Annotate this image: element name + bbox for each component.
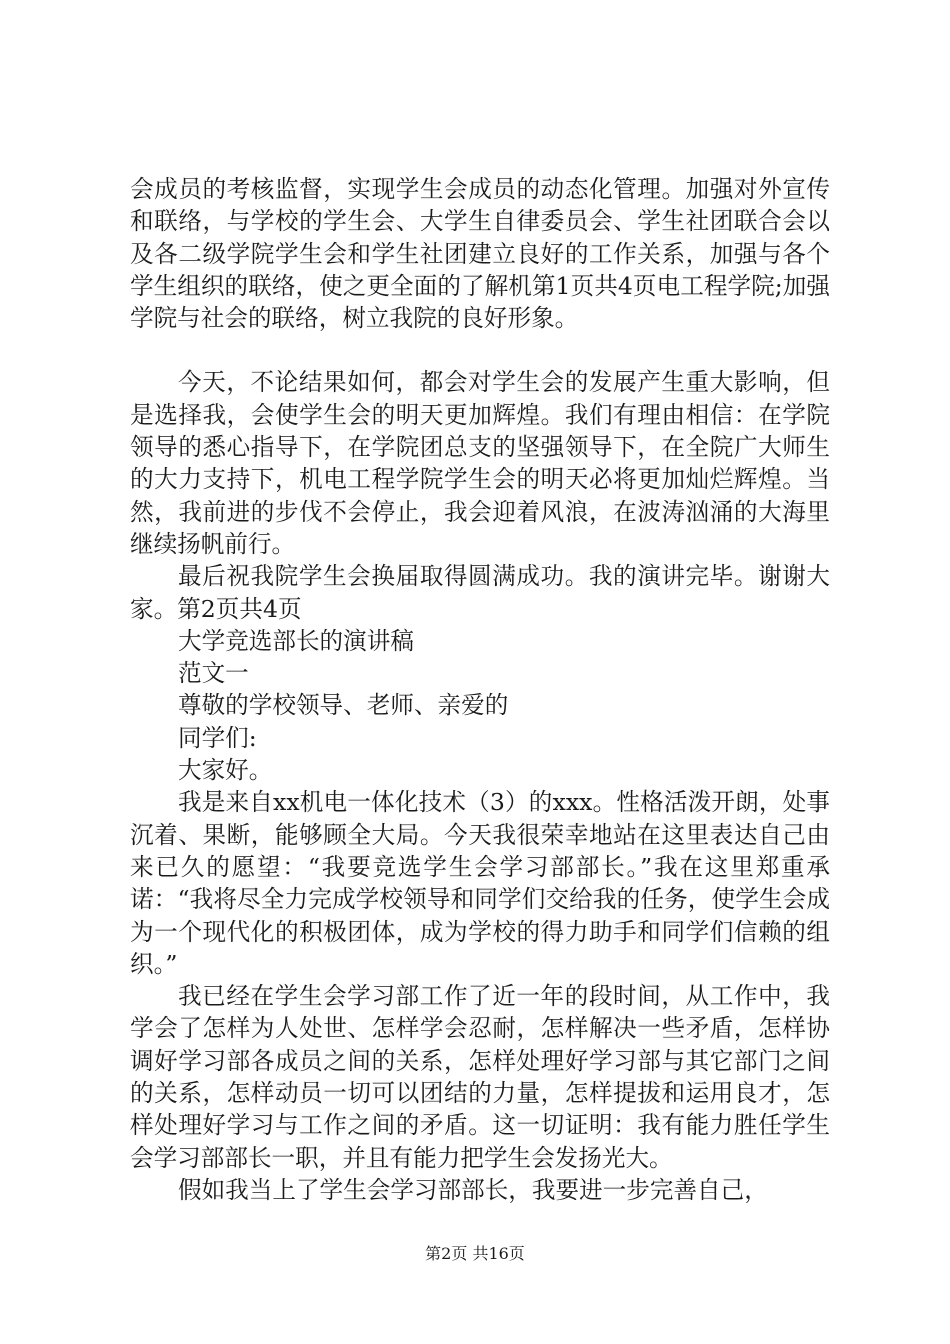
salutation-line-1: 尊敬的学校领导、老师、亲爱的: [178, 691, 509, 720]
sample-label: 范文一: [178, 659, 249, 688]
paragraph-experience: 我已经在学生会学习部工作了近一年的段时间，从工作中，我学会了怎样为人处世、怎样学会忍耐，怎样解决一些矛盾，怎样协调好学习部各成员之间的关系，怎样处理好学习部与其它部门之间的关系，怎样动员一切可以团结的力量，怎样提拔和运用良才，怎样处理好学习与工作之间的矛盾。这一切证明：我有能力胜任学生会学习部部长一职，并且有能力把学生会发扬光大。: [130, 982, 830, 1172]
page-footer: 第2页 共16页: [425, 1244, 525, 1263]
salutation-line-2: 同学们:: [178, 723, 257, 752]
paragraph-continuation: 会成员的考核监督，实现学生会成员的动态化管理。加强对外宣传和联络，与学校的学生会、大学生自律委员会、学生社团联合会以及各二级学院学生会和学生社团建立良好的工作关系，加强与各个学生组织的联络，使之更全面的了解机第1页共4页电工程学院;加强学院与社会的联络，树立我院的良好形象。: [130, 175, 830, 333]
paragraph-today: 今天，不论结果如何，都会对学生会的发展产生重大影响，但是选择我，会使学生会的明天更加辉煌。我们有理由相信：在学院领导的悉心指导下，在学院团总支的坚强领导下，在全院广大师生的大力支持下，机电工程学院学生会的明天必将更加灿烂辉煌。当然，我前进的步伐不会停止，我会迎着风浪，在波涛汹涌的大海里继续扬帆前行。: [130, 368, 830, 558]
document-body: [130, 173, 830, 1206]
paragraph-closing: 最后祝我院学生会换届取得圆满成功。我的演讲完毕。谢谢大家。第2页共4页: [130, 562, 830, 623]
greeting: 大家好。: [178, 756, 273, 785]
speech-title: 大学竞选部长的演讲稿: [178, 626, 414, 655]
paragraph-introduction: 我是来自xx机电一体化技术（3）的xxx。性格活泼开朗，处事沉着、果断，能够顾全大局。今天我很荣幸地站在这里表达自己由来已久的愿望：“我要竞选学生会学习部部长。”我在这里郑重承诺：“我将尽全力完成学校领导和同学们交给我的任务，使学生会成为一个现代化的积极团体，成为学校的得力助手和同学们信赖的组织。”: [130, 788, 830, 978]
paragraph-plan: 假如我当上了学生会学习部部长，我要进一步完善自己，: [178, 1175, 768, 1204]
